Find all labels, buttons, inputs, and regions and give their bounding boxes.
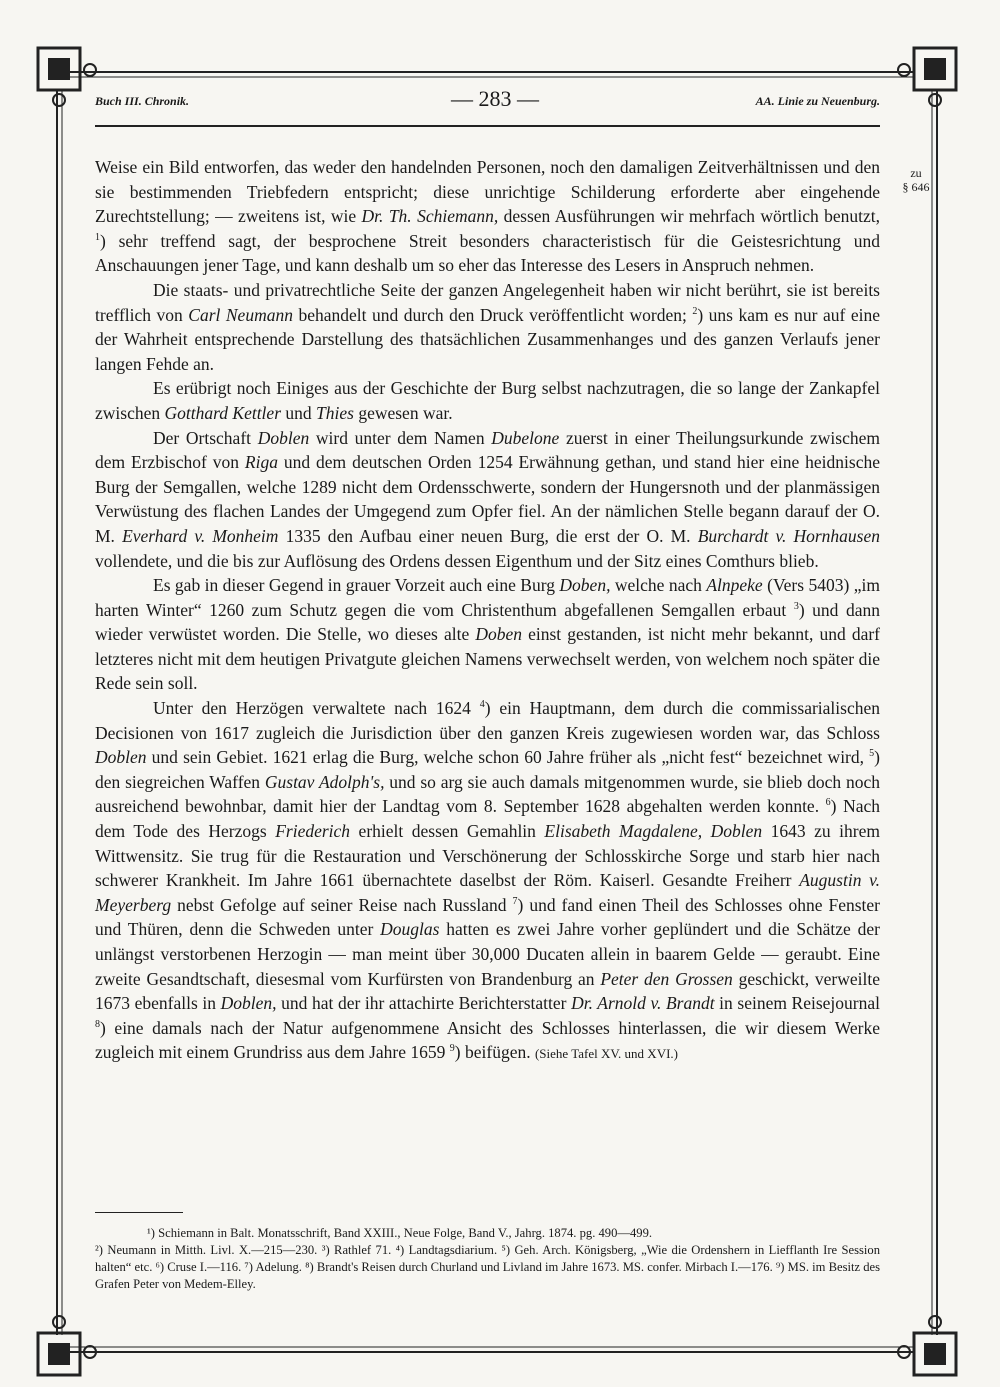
italic-name: Burchardt v. Hornhausen xyxy=(697,525,880,546)
paragraph: Die staats- und privatrechtliche Seite der ganzen Angelegenheit haben wir nicht berührt, sie ist bereits trefflich von Carl Neumann behandelt und durch den Druck veröffentlicht worden; $^2$) uns kam es nur auf eine der Wahrheit entsprechende Darstellung des thatsächlichen Zusammenhanges und des ganzen Verlaufs jener langen Fehde an. xyxy=(95,279,880,374)
footnote-ref[interactable]: 8 xyxy=(95,1018,100,1030)
running-header xyxy=(95,86,880,114)
footnote-ref[interactable]: 1 xyxy=(95,231,100,243)
italic-name: Dubelone xyxy=(491,427,560,448)
paragraph: Unter den Herzögen verwaltete nach 1624 $^4$) ein Hauptmann, dem durch die commissarialischen Decisionen von 1617 zugleich die Jurisdiction über den ganzen Kreis zugewiesen worden war, das Schloss Doblen und sein Gebiet. 1621 erlag die Burg, welche schon 60 Jahre früher als „nicht fest“ bezeichnet wird, $^5$) den siegreichen Waffen Gustav Adolph's, und so arg sie auch damals mitgenommen wurde, sie blieb doch noch ausreichend bewohnbar, damit hier der Landtag vom 8. September 1628 abgehalten werden konnte. $^6$) Nach dem Tode des Herzogs Friederich erhielt dessen Gemahlin Elisabeth Magdalene, Doblen 1643 zu ihrem Wittwensitz. Sie trug für die Restauration und Verschönerung der Schlosskirche Sorge und starb hier nach schwerer Krankheit. Im Jahre 1661 übernachtete daselbst der Röm. Kaiserl. Gesandte Freiherr Augustin v. Meyerberg nebst Gefolge auf seiner Reise nach Russland $^7$) und fand einen Theil des Schlosses ohne Fenster und Thüren, denn die Schweden unter Douglas hatten es zwei Jahre vorher geplündert und die Schätze der unlängst verstorbenen Herzogin — man meint über 30,000 Ducaten allein in baarem Gelde — geraubt. Eine zweite Gesandtschaft, diesesmal vom Kurfürsten von Brandenburg an Peter den Grossen geschickt, verweilte 1673 ebenfalls in Doblen, und hat der ihr attachirte Berichterstatter Dr. Arnold v. Brandt in seinem Reisejournal $^8$) eine damals nach der Natur aufgenommene Ansicht des Schlosses hinterlassen, die wir diesem Werke zugleich mit einem Grundriss aus dem Jahre 1659 $^9$) beifügen. (Siehe Tafel XV. und XVI.) xyxy=(95,698,881,1063)
italic-name: Doblen xyxy=(257,427,310,448)
margin-note-line-2: § 646 xyxy=(902,180,930,194)
italic-name: Gustav Adolph's, xyxy=(264,771,385,792)
margin-note-line-1: zu xyxy=(910,166,922,180)
italic-name: Doben xyxy=(475,624,522,645)
body-text xyxy=(95,155,880,1067)
paragraph: Es erübrigt noch Einiges aus der Geschichte der Burg selbst nachzutragen, die so lange der Zankapfel zwischen Gotthard Kettler und Thies gewesen war. xyxy=(95,378,880,423)
corner-ornament-bottom-right xyxy=(898,1316,956,1375)
footnote-ref[interactable]: 3 xyxy=(793,600,799,612)
header-section-title: AA. Linie zu Neuenburg. xyxy=(755,94,880,108)
italic-name: Doblen xyxy=(95,747,147,768)
italic-name: Elisabeth Magdalene, Doblen xyxy=(544,821,763,842)
header-rule xyxy=(95,125,880,127)
italic-name: Peter den Grossen xyxy=(600,968,733,989)
italic-name: Riga xyxy=(244,452,278,473)
margin-note xyxy=(886,166,946,194)
italic-name: Gotthard Kettler xyxy=(164,402,282,423)
header-book-title: Buch III. Chronik. xyxy=(95,94,190,108)
footnote-rule xyxy=(95,1212,183,1213)
italic-name: Doben, xyxy=(559,575,611,596)
italic-name: Douglas xyxy=(380,919,440,940)
footnotes xyxy=(95,1225,880,1293)
italic-name: Everhard v. Monheim xyxy=(122,525,279,546)
paragraph: Weise ein Bild entworfen, das weder den handelnden Personen, noch den damaligen Zeitverhältnissen und den sie bestimmenden Triebfedern entspricht; diese unrichtige Schilderung erforderte aber eingehende Zurechtstellung; — zweitens ist, wie Dr. Th. Schiemann, dessen Ausführungen wir mehrfach wörtlich benutzt, $^1$) sehr treffend sagt, der besprochene Streit besonders characteristisch für die Geistesrichtung und Anschauungen jener Tage, und kann deshalb um so eher das Interesse des Lesers in Anspruch nehmen. xyxy=(95,157,880,276)
footnote: ¹) Schiemann in Balt. Monatsschrift, Band XXIII., Neue Folge, Band V., Jahrg. 1874. pg. 490—499. xyxy=(147,1226,653,1240)
footnote-ref[interactable]: 4 xyxy=(479,699,485,711)
plate-reference: (Siehe Tafel XV. und XVI.) xyxy=(534,1046,678,1062)
paragraph: Es gab in dieser Gegend in grauer Vorzeit auch eine Burg Doben, welche nach Alnpeke (Vers 5403) „im harten Winter“ 1260 zum Schutz gegen die vom Christenthum abgefallenen Semgallen erbaut $^3$) und dann wieder verwüstet worden. Die Stelle, wo dieses alte Doben einst gestanden, ist nicht mehr bekannt, und darf letzteres nicht mit dem heutigen Privatgute gleichen Namens verwechselt werden, von welchem noch später die Rede sein soll. xyxy=(95,575,880,694)
italic-name: Augustin v. Meyerberg xyxy=(95,870,880,915)
italic-name: Carl Neumann xyxy=(188,304,293,325)
italic-name: Friederich xyxy=(275,821,351,842)
footnote-ref[interactable]: 2 xyxy=(692,305,698,317)
footnote-ref[interactable]: 5 xyxy=(869,748,875,760)
footnote: ²) Neumann in Mitth. Livl. X.—215—230. ³) Rathlef 71. ⁴) Landtagsdiarium. ⁵) Geh. Arch. Königsberg, „Wie die Ordenshern in Liefflanth Ire Session halten“ etc. ⁶) Cruse I.—116. ⁷) Adelung. ⁸) Brandt's Reisen durch Churland und Livland im Jahre 1673. MS. confer. Mirbach I.—176. ⁹) MS. im Besitz des Grafen Peter von Medem-Elley. xyxy=(95,1243,880,1291)
page-number: — 283 — xyxy=(451,86,539,111)
footnote-ref[interactable]: 7 xyxy=(512,895,518,907)
footnote-ref[interactable]: 6 xyxy=(825,797,831,809)
italic-name: Alnpeke xyxy=(706,575,763,596)
italic-name: Thies xyxy=(316,402,354,423)
italic-name: Doblen, xyxy=(220,993,277,1014)
corner-ornament-bottom-left xyxy=(38,1316,96,1375)
italic-name: Dr. Arnold v. Brandt xyxy=(571,993,715,1014)
italic-name: Dr. Th. Schiemann, xyxy=(361,206,499,227)
footnote-ref[interactable]: 9 xyxy=(449,1043,455,1055)
paragraph: Der Ortschaft Doblen wird unter dem Namen Dubelone zuerst in einer Theilungsurkunde zwischem dem Erzbischof von Riga und dem deutschen Orden 1254 Erwähnung gethan, und stand hier eine heidnische Burg der Semgallen, welche 1289 nicht dem Ordensschwerte, sondern der Hungersnoth und der planmässigen Verwüstung des flachen Landes der Umgegend zum Opfer fiel. An der nämlichen Stelle begann darauf der O. M. Everhard v. Monheim 1335 den Aufbau einer neuen Burg, die erst der O. M. Burchardt v. Hornhausen vollendete, und die bis zur Auflösung des Ordens dessen Eigenthum und der Sitz eines Comthurs blieb. xyxy=(95,427,880,571)
